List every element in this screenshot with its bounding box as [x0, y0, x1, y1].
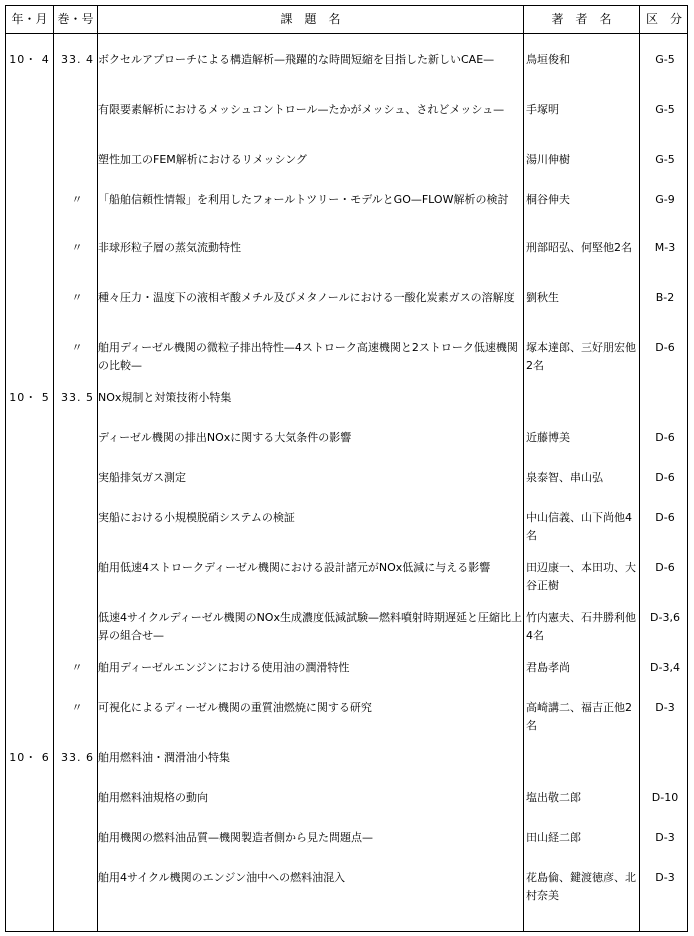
row-title: ディーゼル機関の排出NOxに関する大気条件の影響 [98, 431, 352, 444]
row-title: NOx規制と対策技術小特集 [98, 391, 232, 404]
row-author: 竹内憲夫、石井勝利他4名 [526, 611, 636, 642]
row-author: 泉泰智、串山弘 [526, 471, 603, 484]
row-class: D-10 [651, 791, 679, 804]
column-divider [53, 6, 54, 931]
row-title: 非球形粒子層の蒸気流動特性 [98, 241, 241, 254]
row-title: 可視化によるディーゼル機関の重質油燃焼に関する研究 [98, 701, 372, 714]
row-author: 刑部昭弘、何堅他2名 [526, 241, 632, 254]
row-author: 桐谷伸夫 [526, 193, 570, 206]
row-class: D-3,6 [650, 611, 680, 624]
row-title: 舶用ディーゼルエンジンにおける使用油の潤滑特性 [98, 661, 350, 674]
row-title: 舶用4サイクル機関のエンジン油中への燃料油混入 [98, 871, 346, 884]
column-divider [639, 6, 640, 931]
row-class: G-9 [655, 193, 675, 206]
row-author: 田辺康一、本田功、大谷正樹 [526, 561, 636, 592]
row-class: D-3 [655, 871, 675, 884]
row-title: 塑性加工のFEM解析におけるリメッシング [98, 153, 308, 166]
row-author: 高崎講二、福吉正他2名 [526, 701, 632, 732]
row-volume: 〃 [71, 193, 84, 206]
header-title: 課 題 名 [280, 12, 341, 26]
row-title: 舶用機関の燃料油品質—機関製造者側から見た問題点— [98, 831, 373, 844]
row-class: D-3,4 [650, 661, 680, 674]
row-class: M-3 [654, 241, 676, 254]
row-year-month: 10・ 6 [9, 751, 50, 764]
row-title: 舶用ディーゼル機関の微粒子排出特性—4ストローク高速機関と2ストローク低速機関の比較— [98, 341, 518, 372]
row-class: D-3 [655, 701, 675, 714]
header-divider [6, 33, 687, 34]
row-author: 近藤博美 [526, 431, 570, 444]
row-volume: 33. 4 [61, 53, 94, 66]
row-year-month: 10・ 4 [9, 53, 50, 66]
row-class: D-6 [655, 471, 675, 484]
row-class: D-6 [655, 511, 675, 524]
row-title: 舶用燃料油・潤滑油小特集 [98, 751, 230, 764]
row-title: 低速4サイクルディーゼル機関のNOx生成濃度低減試験—燃料噴射時期遅延と圧縮比上昇の組合せ— [98, 611, 522, 642]
row-volume: 〃 [71, 291, 84, 304]
row-volume: 〃 [71, 661, 84, 674]
row-title: 実船排気ガス測定 [98, 471, 186, 484]
row-volume: 〃 [71, 341, 84, 354]
column-divider [523, 6, 524, 931]
row-author: 手塚明 [526, 103, 559, 116]
row-title: ボクセルアプローチによる構造解析—飛躍的な時間短縮を目指した新しいCAE— [98, 53, 495, 66]
row-volume: 〃 [71, 241, 84, 254]
row-class: G-5 [655, 103, 675, 116]
row-author: 田山経二郎 [526, 831, 581, 844]
row-title: 種々圧力・温度下の液相ギ酸メチル及びメタノールにおける一酸化炭素ガスの溶解度 [98, 291, 515, 304]
row-author: 君島孝尚 [526, 661, 570, 674]
header-author: 著 者 名 [551, 12, 612, 26]
row-class: B-2 [655, 291, 675, 304]
row-title: 実船における小規模脱硝システムの検証 [98, 511, 295, 524]
header-year-month: 年・月 [11, 12, 48, 26]
row-author: 中山信義、山下尚他4名 [526, 511, 632, 542]
row-class: D-6 [655, 431, 675, 444]
row-title: 有限要素解析におけるメッシュコントロール—たかがメッシュ、されどメッシュ— [98, 103, 505, 116]
row-author: 劉秋生 [526, 291, 559, 304]
row-title: 舶用低速4ストロークディーゼル機関における設計諸元がNOx低減に与える影響 [98, 561, 491, 574]
row-class: D-3 [655, 831, 675, 844]
row-author: 湯川伸樹 [526, 153, 570, 166]
row-title: 舶用燃料油規格の動向 [98, 791, 208, 804]
row-title: 「船舶信頼性情報」を利用したフォールトツリー・モデルとGO—FLOW解析の検討 [98, 193, 509, 206]
row-year-month: 10・ 5 [9, 391, 50, 404]
row-class: D-6 [655, 561, 675, 574]
row-author: 花島倫、鍵渡徳彦、北村奈美 [526, 871, 636, 902]
row-class: G-5 [655, 153, 675, 166]
header-class: 区 分 [645, 12, 682, 26]
row-volume: 33. 6 [61, 751, 94, 764]
publication-table [5, 5, 688, 932]
row-volume: 〃 [71, 701, 84, 714]
row-class: D-6 [655, 341, 675, 354]
row-author: 塚本達郎、三好朋宏他2名 [526, 341, 636, 372]
header-volume: 巻・号 [57, 12, 94, 26]
row-class: G-5 [655, 53, 675, 66]
row-author: 塩出敬二郎 [526, 791, 581, 804]
row-volume: 33. 5 [61, 391, 94, 404]
row-author: 鳥垣俊和 [526, 53, 570, 66]
